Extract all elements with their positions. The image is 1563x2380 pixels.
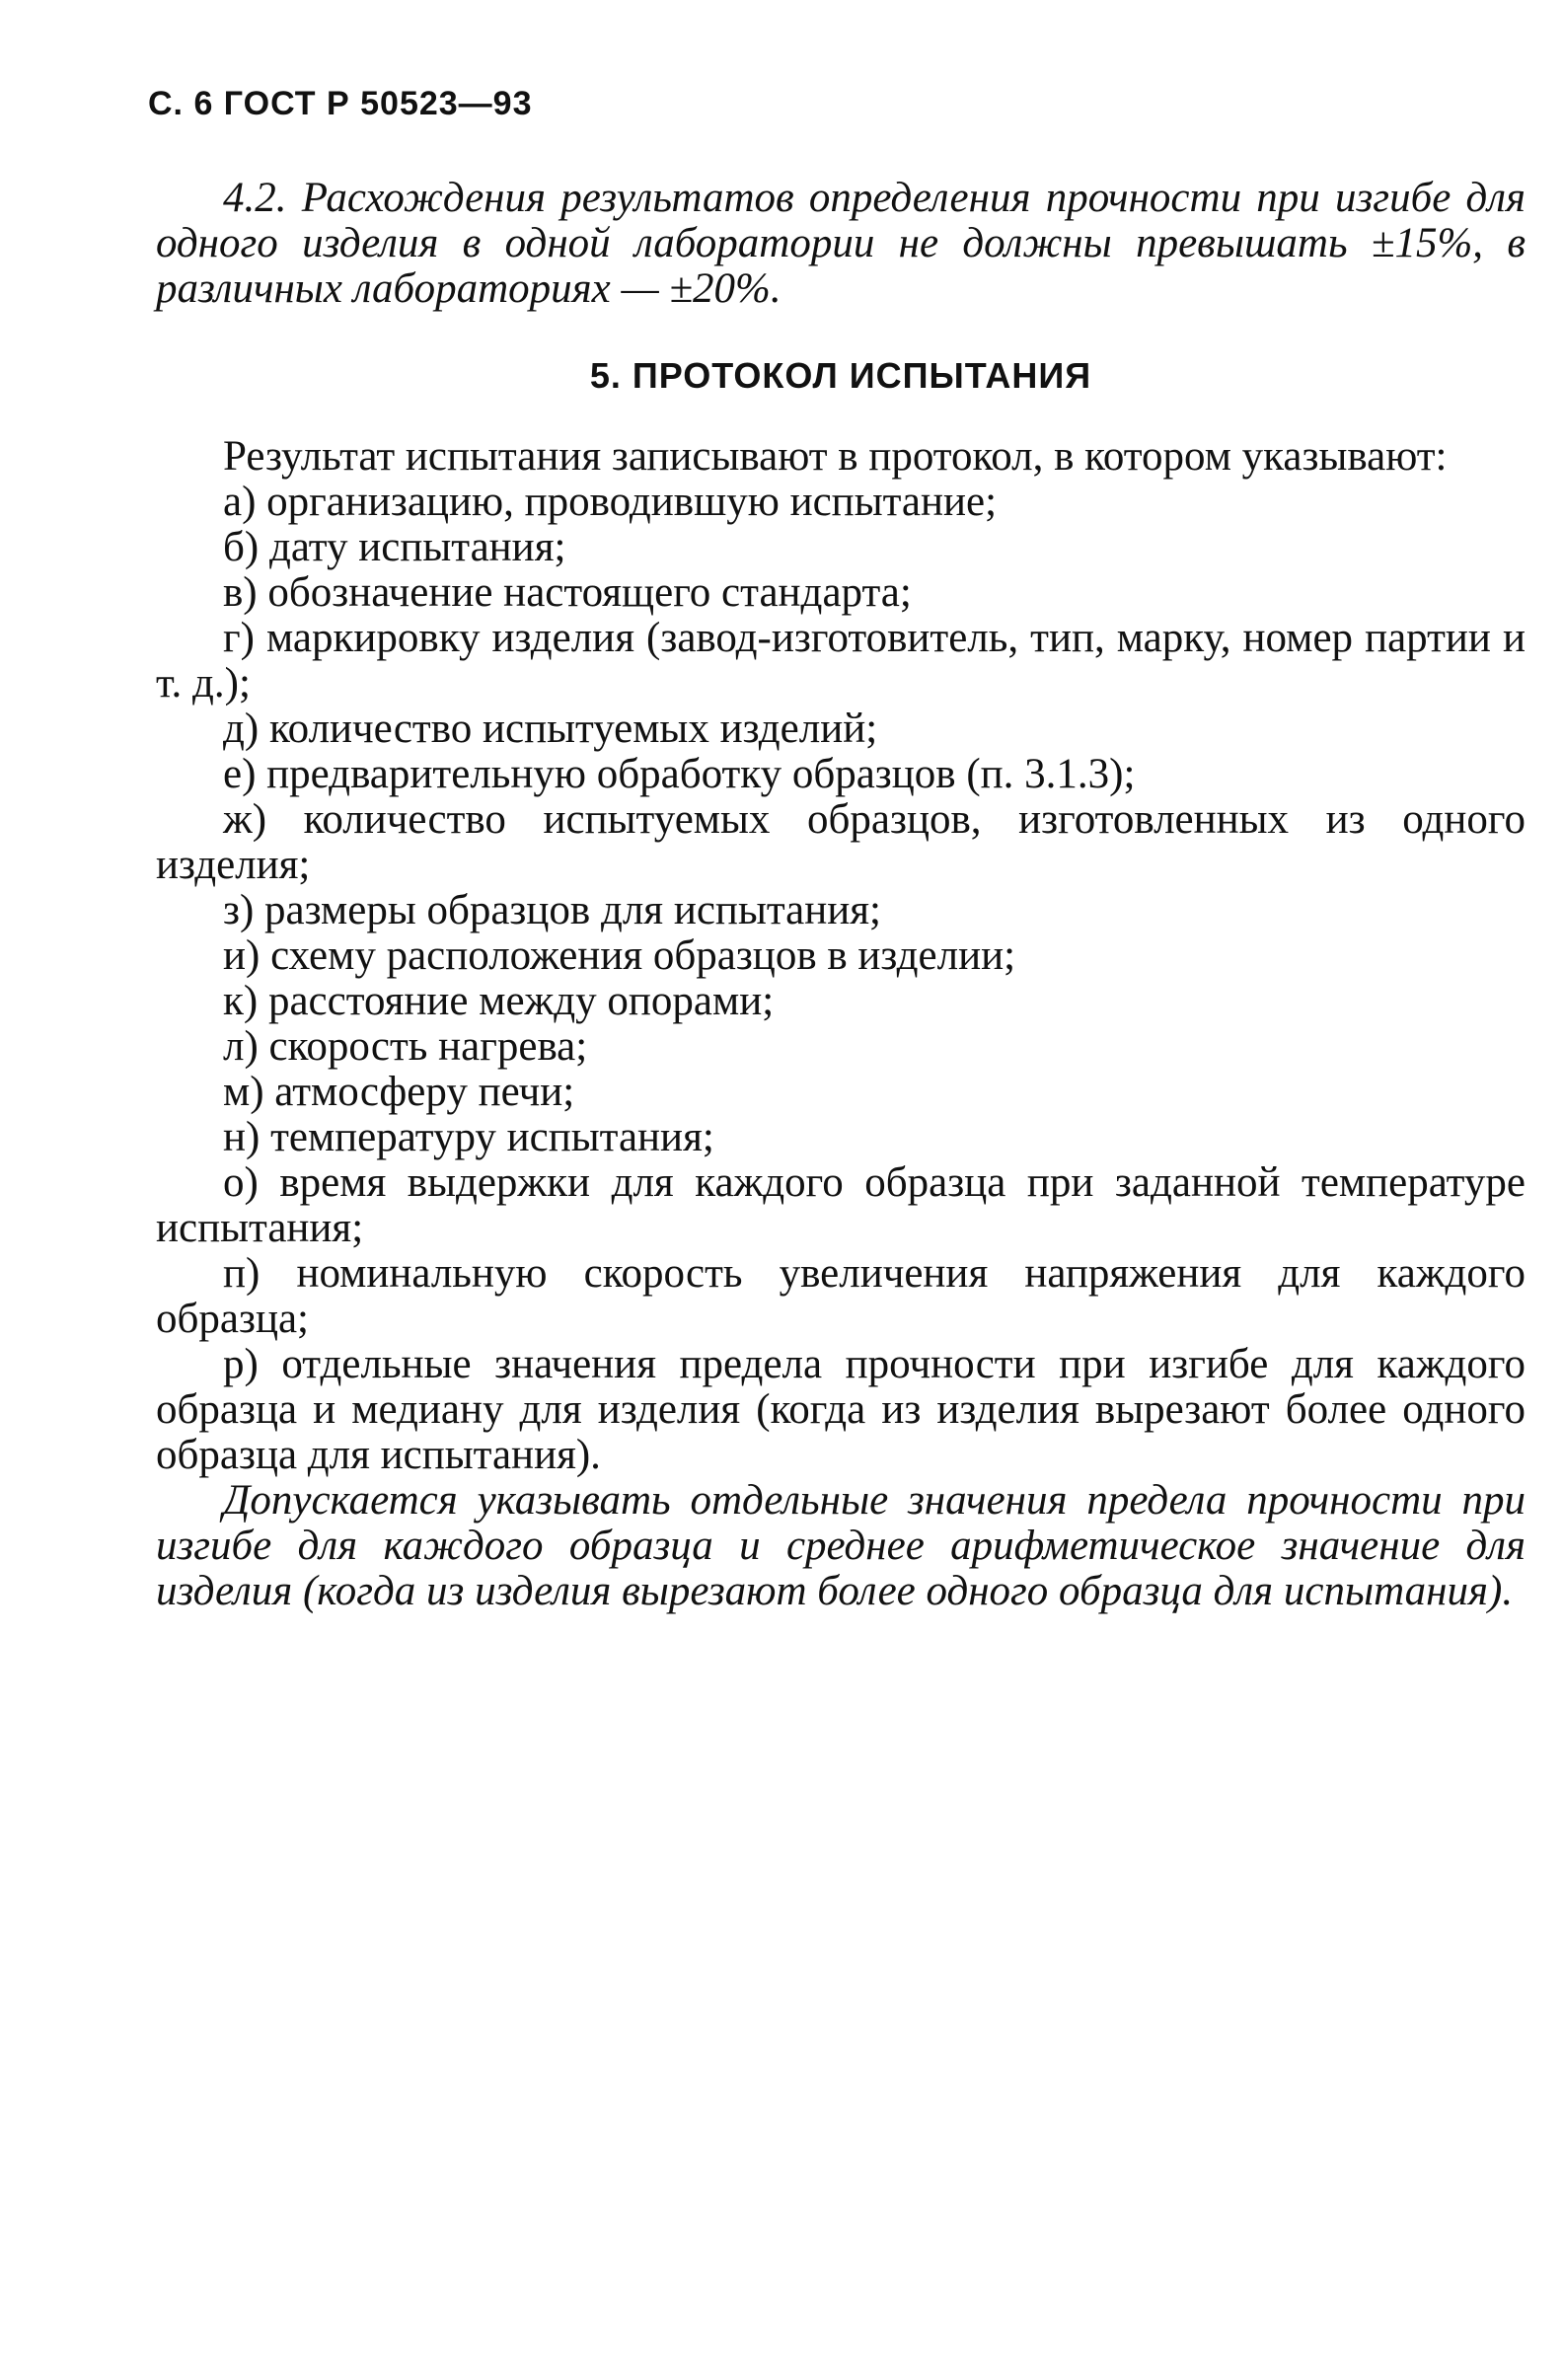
list-item: ж) количество испытуемых образцов, изготовленных из одного изделия;	[156, 796, 1526, 888]
list-item: л) скорость нагрева;	[223, 1023, 588, 1070]
list-item: б) дату испытания;	[223, 524, 566, 570]
page-content	[156, 176, 1526, 1614]
list-item: к) расстояние между опорами;	[223, 978, 775, 1024]
permission-note: Допускается указывать отдельные значения предела прочности при изгибе для каждого образца и среднее арифметическое значение для изделия (когда из изделия вырезают более одного образца для испытания).	[156, 1477, 1526, 1614]
list-item: е) предварительную обработку образцов (п. 3.1.3);	[223, 751, 1136, 797]
list-item: о) время выдержки для каждого образца при заданной температуре испытания;	[156, 1159, 1526, 1251]
list-item: г) маркировку изделия (завод-изготовитель, тип, марку, номер партии и т. д.);	[156, 615, 1526, 707]
list-item: н) температуру испытания;	[223, 1114, 714, 1160]
list-item: и) схему расположения образцов в изделии;	[223, 932, 1016, 979]
section-intro: Результат испытания записывают в протокол, в котором указывают:	[223, 433, 1448, 480]
protocol-items-list	[156, 480, 1526, 1478]
list-item: в) обозначение настоящего стандарта;	[223, 569, 912, 616]
list-item: з) размеры образцов для испытания;	[223, 887, 881, 933]
list-item: м) атмосферу печи;	[223, 1069, 575, 1115]
list-item: п) номинальную скорость увеличения напряжения для каждого образца;	[156, 1250, 1526, 1342]
list-item: р) отдельные значения предела прочности при изгибе для каждого образца и медиану для изделия (когда из изделия вырезают более одного образца для испытания).	[156, 1341, 1526, 1478]
section-title: 5. ПРОТОКОЛ ИСПЫТАНИЯ	[589, 355, 1092, 396]
list-item: д) количество испытуемых изделий;	[223, 706, 878, 752]
page-header: С. 6 ГОСТ Р 50523—93	[148, 85, 533, 122]
clause-4-2: 4.2. Расхождения результатов определения прочности при изгибе для одного изделия в одной лаборатории не должны превышать ±15%, в различных лабораториях — ±20%.	[156, 175, 1526, 312]
list-item: а) организацию, проводившую испытание;	[223, 479, 998, 525]
